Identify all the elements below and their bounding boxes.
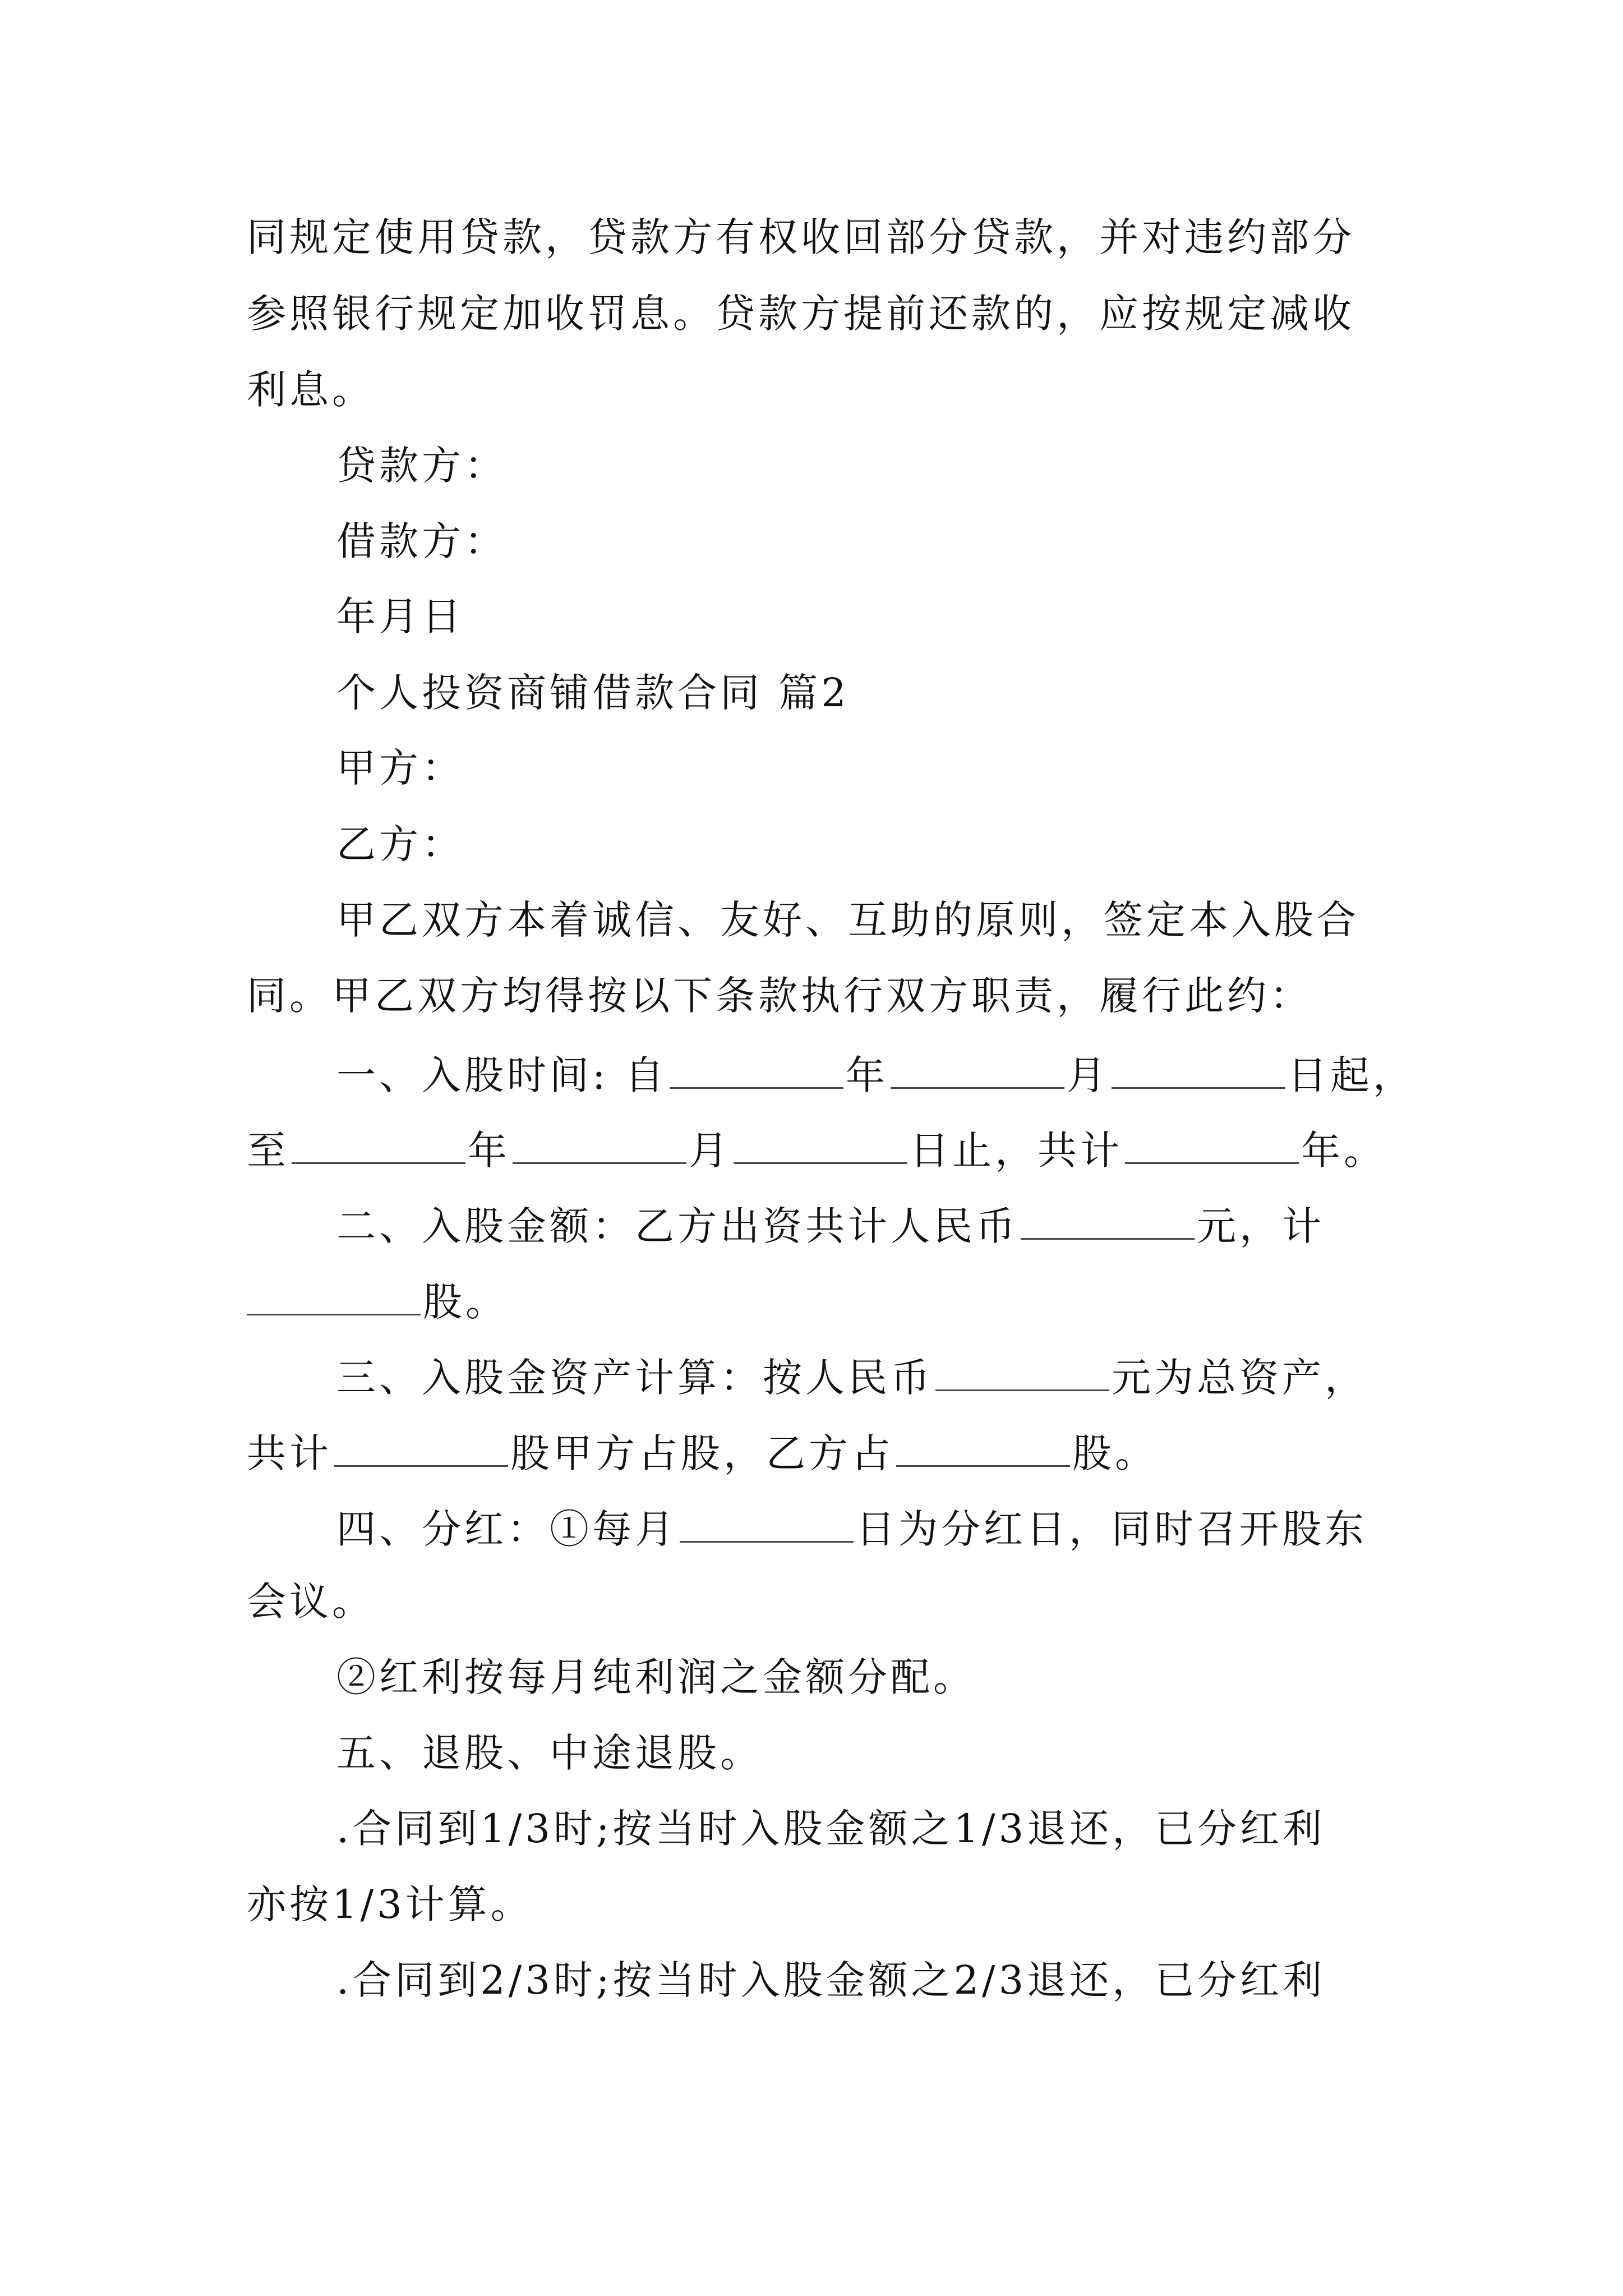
paragraph-line: .合同到1/3时;按当时入股金额之1/3退还，已分红利 — [336, 1806, 1326, 1852]
clause-3-line-1: 三、入股金资产计算：按人民币 元为总资产， — [336, 1349, 1402, 1403]
paragraph-line: .合同到2/3时;按当时入股金额之2/3退还，已分红利 — [336, 1957, 1326, 2003]
clause-4-line-1: 四、分红：①每月 日为分红日，同时召开股东 — [336, 1501, 1402, 1554]
fill-blank[interactable] — [891, 1047, 1064, 1089]
clause-2-line-2: 股。 — [247, 1273, 1391, 1327]
fill-blank[interactable] — [896, 1425, 1070, 1467]
lender-label: 贷款方： — [336, 443, 507, 489]
paragraph-line: 同。甲乙双方均得按以下条款执行双方职责，履行此约： — [247, 973, 1312, 1019]
fill-blank[interactable] — [334, 1425, 508, 1467]
paragraph-line: 同规定使用贷款，贷款方有权收回部分贷款，并对违约部分 — [247, 214, 1355, 260]
paragraph-line: ②红利按每月纯利润之金额分配。 — [336, 1654, 976, 1700]
paragraph-line: 利息。 — [247, 367, 375, 413]
party-a-label: 甲方： — [336, 745, 464, 791]
fill-blank[interactable] — [680, 1501, 854, 1543]
borrower-label: 借款方： — [336, 518, 507, 564]
fill-blank[interactable] — [670, 1047, 843, 1089]
fill-blank[interactable] — [1125, 1122, 1299, 1164]
fill-blank[interactable] — [292, 1122, 465, 1164]
clause-1-line-2: 至 年 月 日止，共计 年。 — [247, 1122, 1391, 1176]
paragraph-line: 会议。 — [247, 1579, 375, 1625]
fill-blank[interactable] — [1021, 1198, 1195, 1240]
paragraph-line: 参照银行规定加收罚息。贷款方提前还款的，应按规定减收 — [247, 291, 1355, 337]
clause-5-heading: 五、退股、中途退股。 — [336, 1730, 763, 1776]
paragraph-line: 亦按1/3计算。 — [247, 1881, 533, 1927]
section-title: 个人投资商铺借款合同 篇2 — [336, 670, 850, 716]
fill-blank[interactable] — [1112, 1047, 1285, 1089]
date-label: 年月日 — [336, 593, 464, 639]
fill-blank[interactable] — [935, 1349, 1109, 1391]
fill-blank[interactable] — [513, 1122, 686, 1164]
clause-3-line-2: 共计 股甲方占股，乙方占 股。 — [247, 1425, 1391, 1479]
clause-1-line-1: 一、入股时间: 自 年 月 日起， — [336, 1047, 1402, 1101]
fill-blank[interactable] — [247, 1273, 421, 1315]
fill-blank[interactable] — [734, 1122, 907, 1164]
paragraph-line: 甲乙双方本着诚信、友好、互助的原则，签定本入股合 — [336, 897, 1359, 943]
party-b-label: 乙方： — [336, 821, 464, 867]
clause-2-line-1: 二、入股金额：乙方出资共计人民币 元，计 — [336, 1198, 1402, 1251]
